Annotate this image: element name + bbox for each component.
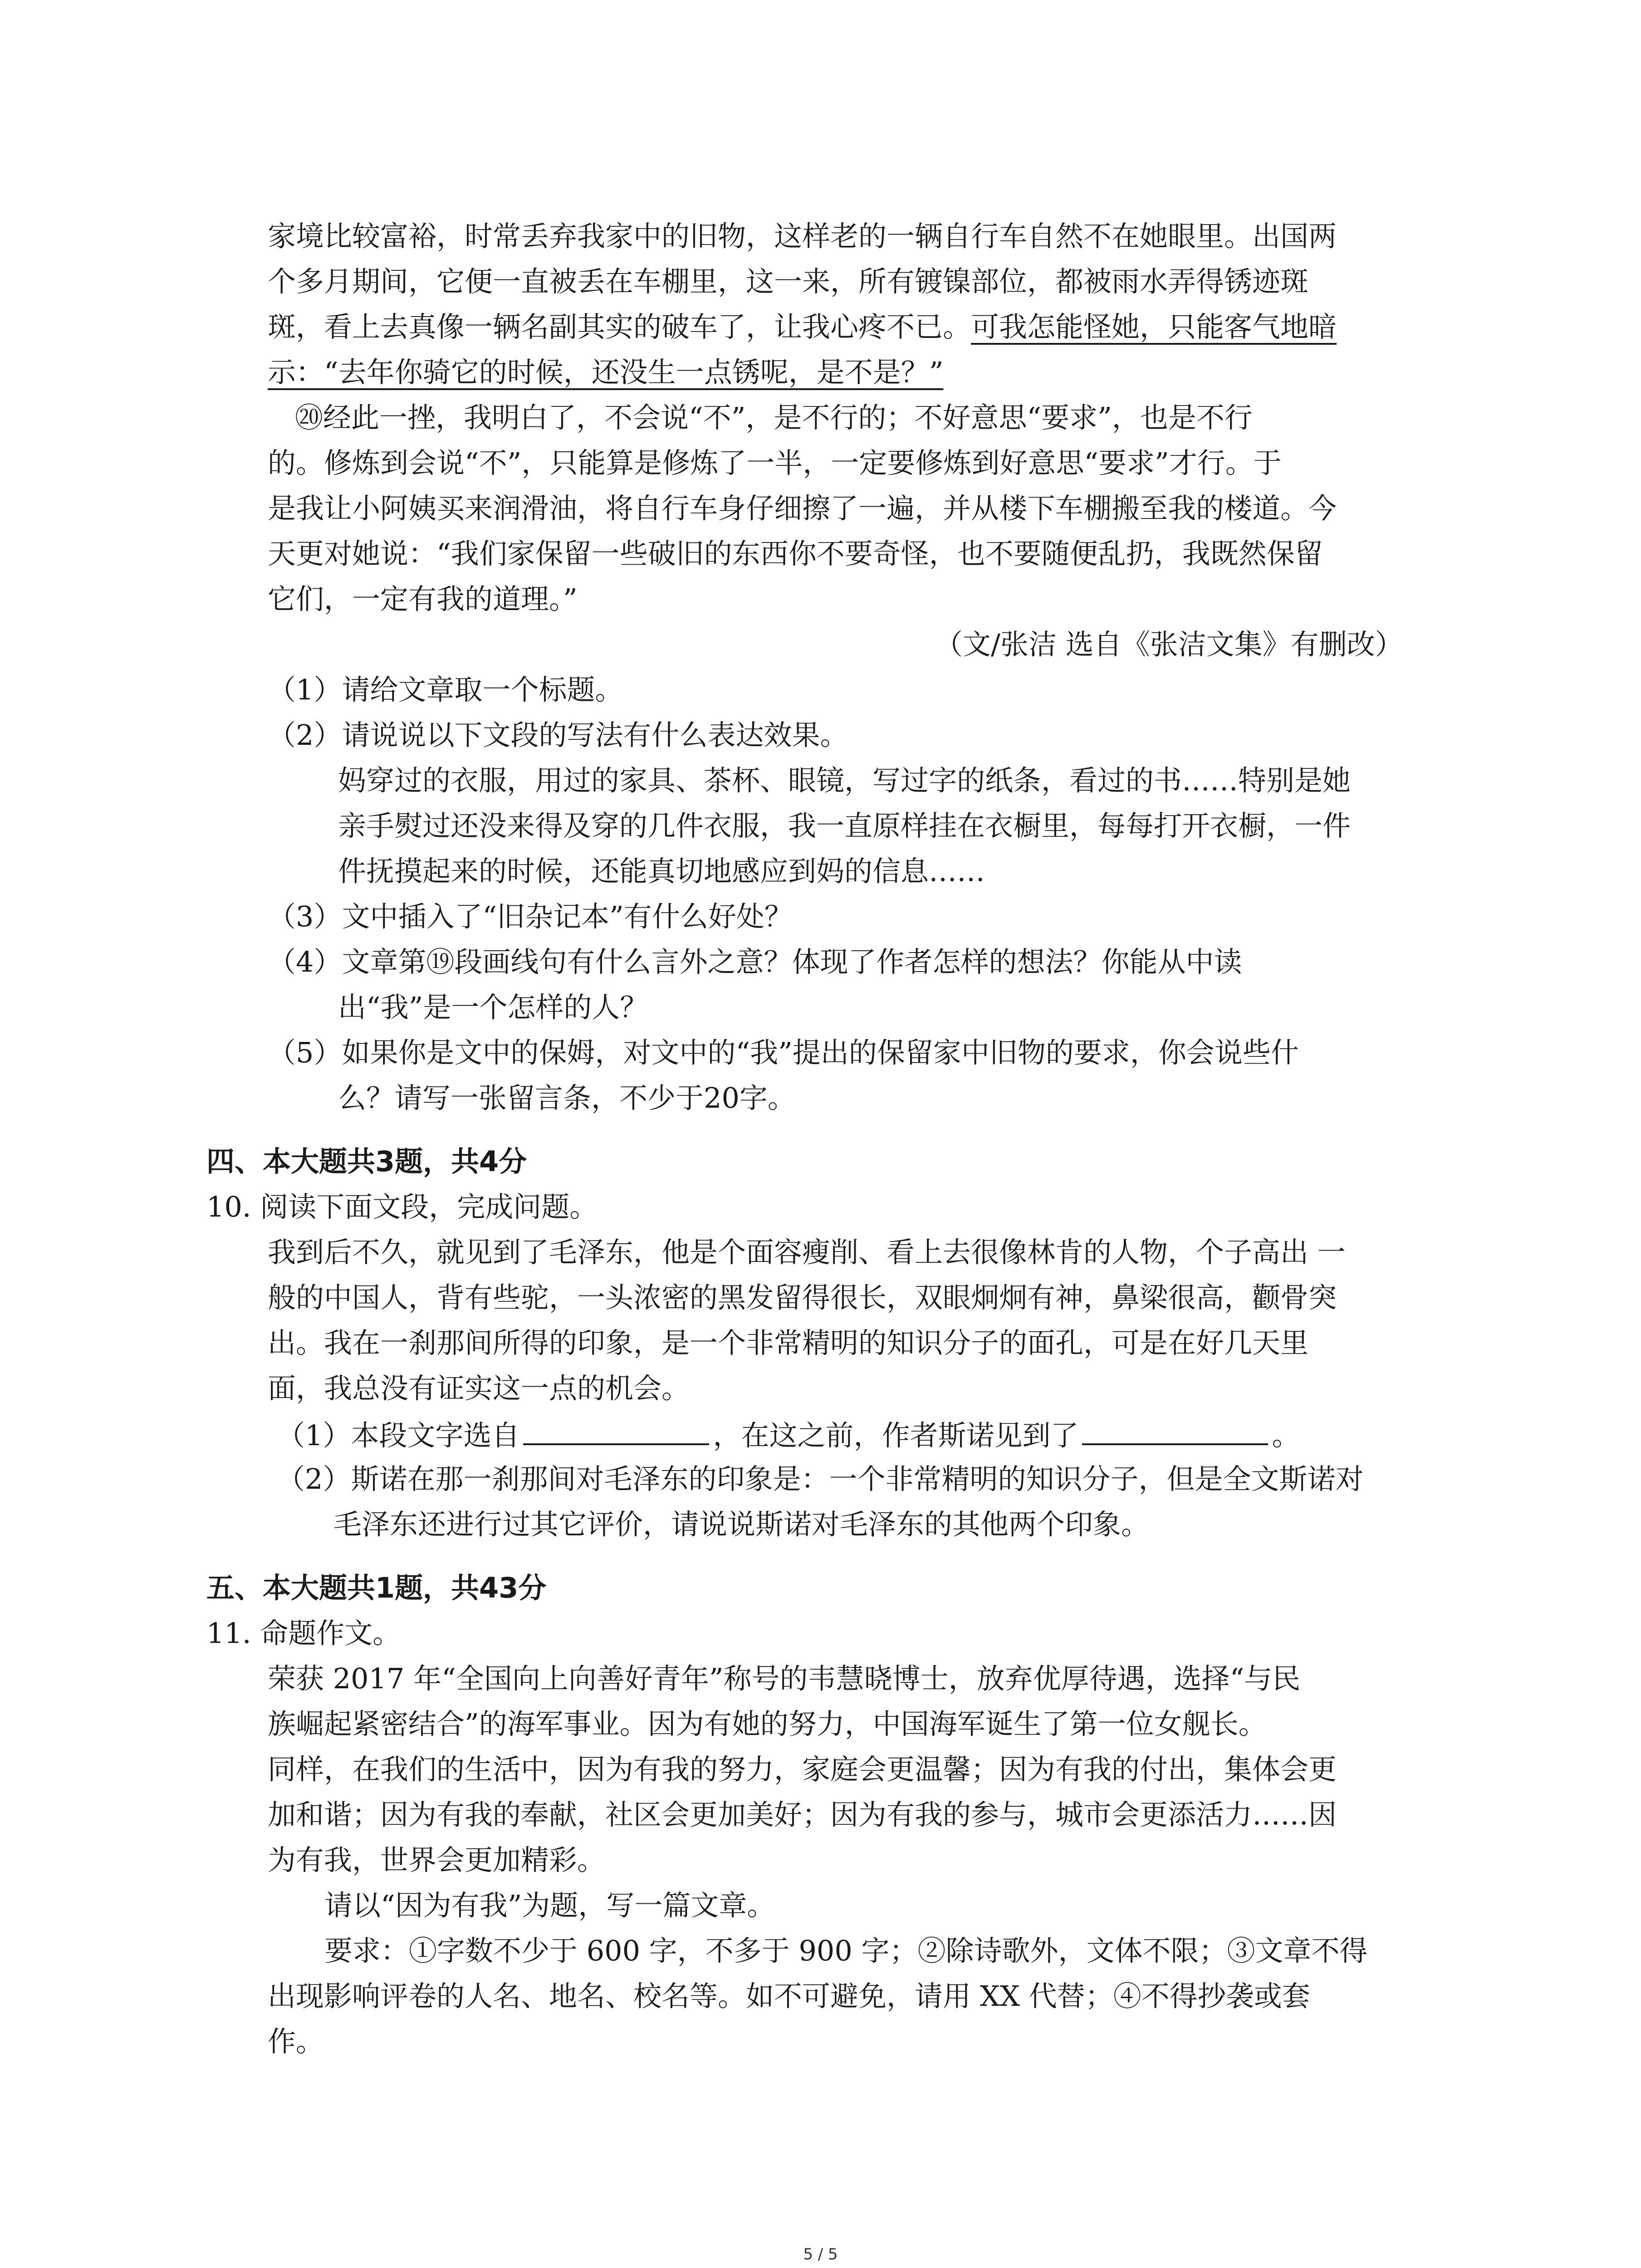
passage-10-line-2: 般的中国人，背有些驼，一头浓密的黑发留得很长，双眼炯炯有神，鼻梁很高，颧骨突 bbox=[268, 1281, 1337, 1314]
story-source: （文/张洁 选自《张洁文集》有删改） bbox=[935, 628, 1403, 661]
question-9-5-line-1: （5）如果你是文中的保姆，对文中的“我”提出的保留家中旧物的要求，你会说些什 bbox=[268, 1036, 1299, 1069]
question-10: 10. 阅读下面文段，完成问题。 bbox=[206, 1190, 598, 1223]
question-9-1: （1）请给文章取一个标题。 bbox=[268, 673, 623, 706]
story-line-3 bbox=[268, 310, 1337, 343]
story-line-2: 个多月期间，它便一直被丢在车棚里，这一来，所有镀镍部位，都被雨水弄得锈迹斑 bbox=[268, 265, 1309, 298]
essay-prompt-line-2: 族崛起紧密结合”的海军事业。因为有她的努力，中国海军诞生了第一位女舰长。 bbox=[268, 1707, 1267, 1740]
essay-title-instruction: 请以“因为有我”为题，写一篇文章。 bbox=[324, 1889, 775, 1922]
question-10-2-line-2: 毛泽东还进行过其它评价，请说说斯诺对毛泽东的其他两个印象。 bbox=[333, 1508, 1150, 1541]
underlined-sentence-start: 可我怎能怪她，只能客气地暗 bbox=[971, 310, 1337, 343]
essay-requirements-line-2: 出现影响评卷的人名、地名、校名等。如不可避免，请用 XX 代替；④不得抄袭或套 bbox=[268, 1980, 1310, 2013]
essay-requirements-line-1: 要求：①字数不少于 600 字，不多于 900 字；②除诗歌外，文体不限；③文章不得 bbox=[324, 1934, 1368, 1967]
question-10-1-part-a: （1）本段文字选自 bbox=[277, 1419, 520, 1452]
question-10-1 bbox=[277, 1420, 1300, 1450]
passage-10-line-3: 出。我在一刹那间所得的印象，是一个非常精明的知识分子的面孔，可是在好几天里 bbox=[268, 1326, 1309, 1359]
page-number: 5 / 5 bbox=[803, 2245, 838, 2263]
underlined-sentence-end: 示：“去年你骑它的时候，还没生一点锈呢，是不是？” bbox=[268, 356, 944, 389]
section-4-title: 四、本大题共3题，共4分 bbox=[206, 1145, 527, 1178]
essay-prompt-line-1: 荣获 2017 年“全国向上向善好青年”称号的韦慧晓博士，放弃优厚待遇，选择“与民 bbox=[268, 1662, 1301, 1695]
passage-10-line-4: 面，我总没有证实这一点的机会。 bbox=[268, 1372, 690, 1405]
question-9-2: （2）请说说以下文段的写法有什么表达效果。 bbox=[268, 719, 848, 752]
question-9-4-line-2: 出“我”是一个怎样的人？ bbox=[338, 991, 648, 1024]
essay-prompt-line-4: 加和谐；因为有我的奉献，社区会更加美好；因为有我的参与，城市会更添活力……因 bbox=[268, 1798, 1337, 1831]
story-line-5: ⑳经此一挫，我明白了，不会说“不”，是不行的；不好意思“要求”，也是不行 bbox=[295, 401, 1253, 434]
essay-requirements-line-3: 作。 bbox=[268, 2025, 324, 2058]
story-line-8: 天更对她说：“我们家保留一些破旧的东西你不要奇怪，也不要随便乱扔，我既然保留 bbox=[268, 537, 1323, 570]
question-9-3: （3）文中插入了“旧杂记本”有什么好处？ bbox=[268, 900, 793, 933]
question-9-2-quote-1: 妈穿过的衣服，用过的家具、茶杯、眼镜，写过字的纸条，看过的书……特别是她 bbox=[338, 764, 1351, 797]
question-10-1-part-c: 。 bbox=[1272, 1419, 1300, 1452]
question-9-2-quote-3: 件抚摸起来的时候，还能真切地感应到妈的信息…… bbox=[338, 855, 985, 888]
question-9-4-line-1: （4）文章第⑲段画线句有什么言外之意？体现了作者怎样的想法？你能从中读 bbox=[268, 945, 1242, 978]
story-line-9: 它们，一定有我的道理。” bbox=[268, 582, 578, 616]
question-11: 11. 命题作文。 bbox=[206, 1617, 401, 1650]
essay-prompt-line-3: 同样，在我们的生活中，因为有我的努力，家庭会更温馨；因为有我的付出，集体会更 bbox=[268, 1753, 1337, 1786]
question-9-2-quote-2: 亲手熨过还没来得及穿的几件衣服，我一直原样挂在衣橱里，每每打开衣橱，一件 bbox=[338, 809, 1351, 842]
story-line-3-text: 斑，看上去真像一辆名副其实的破车了，让我心疼不已。 bbox=[268, 310, 971, 343]
question-9-5-line-2: 么？请写一张留言条，不少于20字。 bbox=[338, 1081, 796, 1114]
passage-10-line-1: 我到后不久，就见到了毛泽东，他是个面容瘦削、看上去很像林肯的人物，个子高出 一 bbox=[268, 1236, 1346, 1269]
story-line-6: 的。修炼到会说“不”，只能算是修炼了一半，一定要修炼到好意思“要求”才行。于 bbox=[268, 446, 1282, 479]
section-5-title: 五、本大题共1题，共43分 bbox=[206, 1571, 547, 1604]
essay-prompt-line-5: 为有我，世界会更加精彩。 bbox=[268, 1843, 606, 1877]
question-10-2-line-1: （2）斯诺在那一刹那间对毛泽东的印象是：一个非常精明的知识分子，但是全文斯诺对 bbox=[277, 1462, 1364, 1496]
story-line-7: 是我让小阿姨买来润滑油，将自行车身仔细擦了一遍，并从楼下车棚搬至我的楼道。今 bbox=[268, 492, 1337, 525]
question-10-1-part-b: ，在这之前，作者斯诺见到了 bbox=[713, 1419, 1079, 1452]
answer-blank-2[interactable] bbox=[1082, 1420, 1268, 1445]
answer-blank-1[interactable] bbox=[523, 1420, 709, 1445]
story-line-1: 家境比较富裕，时常丢弃我家中的旧物，这样老的一辆自行车自然不在她眼里。出国两 bbox=[268, 220, 1337, 253]
